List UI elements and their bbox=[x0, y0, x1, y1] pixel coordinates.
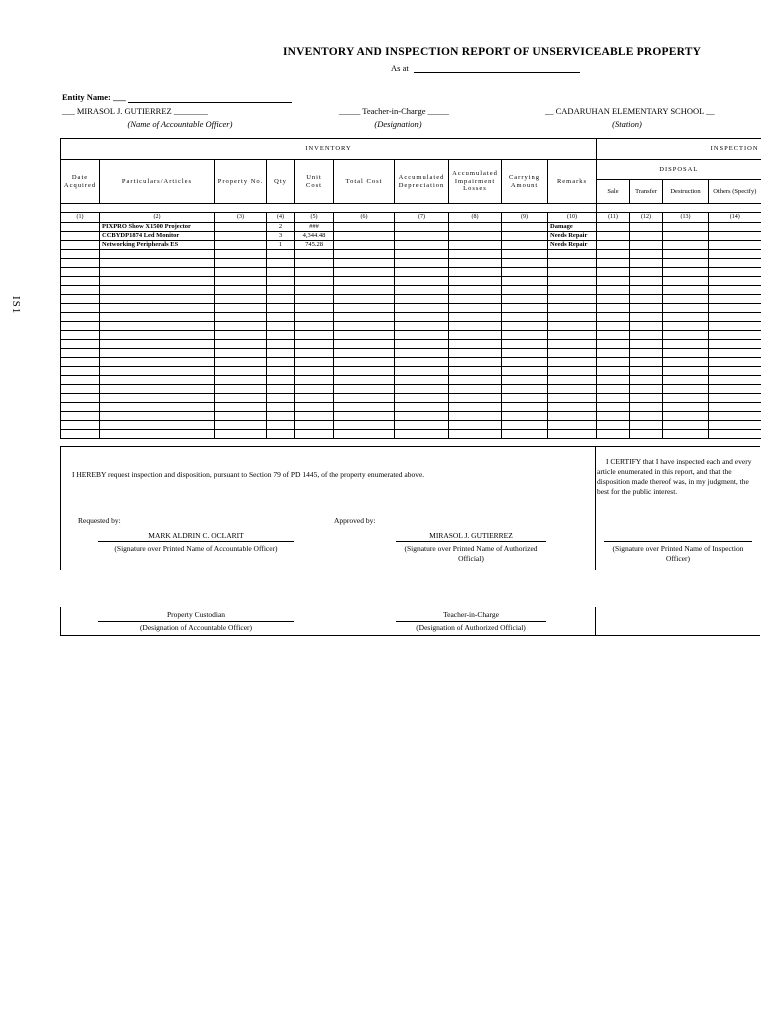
row-qty: 3 bbox=[267, 232, 295, 241]
row-particulars: Networking Peripherals ES bbox=[100, 241, 215, 250]
certify-statement: I CERTIFY that I have inspected each and every article enumerated in this report, and that the disposition made thereof was, in my judgment, the best for the public interest. bbox=[597, 457, 752, 496]
col-transfer: Transfer bbox=[630, 180, 663, 204]
empty-table-row bbox=[61, 295, 761, 304]
empty-table-row bbox=[61, 367, 761, 376]
row-qty: 1 bbox=[267, 241, 295, 250]
approved-by-name: MIRASOL J. GUTIERREZ bbox=[429, 531, 513, 540]
footer-top-line bbox=[60, 446, 760, 447]
col-remarks: Remarks bbox=[548, 160, 597, 204]
empty-table-row bbox=[61, 349, 761, 358]
row-remarks: Needs Repair bbox=[548, 232, 597, 241]
empty-table-row bbox=[61, 430, 761, 439]
as-at-line bbox=[414, 72, 580, 73]
footer-left-edge bbox=[60, 446, 61, 570]
empty-table-row bbox=[61, 358, 761, 367]
designation-box-divider bbox=[595, 607, 596, 636]
row-unit-cost: 745.28 bbox=[295, 241, 334, 250]
col-number: (4) bbox=[267, 213, 295, 223]
accountable-officer-value: ___ MIRASOL J. GUTIERREZ ________ bbox=[62, 106, 208, 116]
col-total-cost: Total Cost bbox=[334, 160, 395, 204]
table-row bbox=[61, 241, 761, 250]
requested-signature-line bbox=[98, 541, 294, 542]
col-number: (7) bbox=[395, 213, 449, 223]
approved-designation-line bbox=[396, 621, 546, 622]
form-side-code: IS1 bbox=[10, 296, 22, 315]
col-accumulated-impairment: Accumulated Impairment Losses bbox=[449, 160, 502, 204]
empty-table-row bbox=[61, 403, 761, 412]
col-carrying-amount: Carrying Amount bbox=[502, 160, 548, 204]
inventory-header: INVENTORY bbox=[61, 139, 597, 160]
col-number: (9) bbox=[502, 213, 548, 223]
approved-by-label: Approved by: bbox=[334, 516, 376, 525]
col-unit-cost: Unit Cost bbox=[295, 160, 334, 204]
col-particulars: Particulars/Articles bbox=[100, 160, 215, 204]
col-destruction: Destruction bbox=[663, 180, 709, 204]
footer-divider bbox=[595, 446, 596, 570]
empty-table-row bbox=[61, 376, 761, 385]
empty-rows bbox=[61, 250, 761, 439]
accountable-officer-caption: (Name of Accountable Officer) bbox=[127, 119, 233, 129]
col-number: (5) bbox=[295, 213, 334, 223]
col-number: (6) bbox=[334, 213, 395, 223]
requested-designation-caption: (Designation of Accountable Officer) bbox=[139, 623, 253, 632]
inspection-signature-line bbox=[604, 541, 752, 542]
requested-caption: (Signature over Printed Name of Accountable Officer) bbox=[114, 544, 278, 553]
requested-designation-line bbox=[98, 621, 294, 622]
col-property-no: Property No. bbox=[215, 160, 267, 204]
table-row bbox=[61, 223, 761, 232]
approved-signature-line bbox=[396, 541, 546, 542]
approved-caption: (Signature over Printed Name of Authorized Official) bbox=[404, 544, 538, 563]
empty-table-row bbox=[61, 277, 761, 286]
col-number: (14) bbox=[709, 213, 761, 223]
col-number: (1) bbox=[61, 213, 100, 223]
empty-table-row bbox=[61, 259, 761, 268]
requested-designation: Property Custodian bbox=[166, 610, 226, 619]
empty-table-row bbox=[61, 286, 761, 295]
empty-table-row bbox=[61, 340, 761, 349]
empty-table-row bbox=[61, 385, 761, 394]
empty-table-row bbox=[61, 304, 761, 313]
entity-name-label bbox=[62, 92, 126, 102]
col-qty: Qty bbox=[267, 160, 295, 204]
station-value: __ CADARUHAN ELEMENTARY SCHOOL __ bbox=[545, 106, 715, 116]
col-number: (3) bbox=[215, 213, 267, 223]
col-number: (11) bbox=[597, 213, 630, 223]
approved-designation-caption: (Designation of Authorized Official) bbox=[416, 623, 526, 632]
as-at-label: As at bbox=[391, 63, 409, 73]
table-row bbox=[61, 232, 761, 241]
approved-designation: Teacher-in-Charge bbox=[443, 610, 499, 619]
row-particulars: CCBYDP1874 Led Monitor bbox=[100, 232, 215, 241]
designation-caption: (Designation) bbox=[374, 119, 422, 129]
report-title: INVENTORY AND INSPECTION REPORT OF UNSERVICEABLE PROPERTY bbox=[283, 46, 702, 58]
col-date-acquired: Date Acquired bbox=[61, 160, 100, 204]
col-others: Others (Specify) bbox=[709, 180, 761, 204]
empty-table-row bbox=[61, 268, 761, 277]
inspection-header: INSPECTION bbox=[597, 139, 761, 160]
empty-table-row bbox=[61, 412, 761, 421]
entity-name-label-text: Entity Name: bbox=[62, 92, 111, 102]
col-number: (2) bbox=[100, 213, 215, 223]
col-number: (8) bbox=[449, 213, 502, 223]
request-statement: I HEREBY request inspection and disposition, pursuant to Section 79 of PD 1445, of the property enumerated above. bbox=[72, 470, 425, 479]
row-remarks: Needs Repair bbox=[548, 241, 597, 250]
row-particulars: PIXPRO Show X1500 Projector bbox=[100, 223, 215, 232]
designation-box-left bbox=[60, 607, 61, 636]
designation-box-bottom bbox=[60, 635, 760, 636]
col-number: (13) bbox=[663, 213, 709, 223]
header-spacer-row bbox=[61, 204, 761, 213]
inspection-caption: (Signature over Printed Name of Inspection Officer) bbox=[612, 544, 744, 563]
col-number: (10) bbox=[548, 213, 597, 223]
empty-table-row bbox=[61, 394, 761, 403]
row-unit-cost: ### bbox=[295, 223, 334, 232]
col-sale: Sale bbox=[597, 180, 630, 204]
empty-table-row bbox=[61, 421, 761, 430]
station-caption: (Station) bbox=[612, 119, 642, 129]
column-number-row bbox=[61, 213, 761, 223]
designation-value: _____ Teacher-in-Charge _____ bbox=[339, 106, 449, 116]
row-qty: 2 bbox=[267, 223, 295, 232]
row-remarks: Damage bbox=[548, 223, 597, 232]
requested-by-name: MARK ALDRIN C. OCLARIT bbox=[148, 531, 244, 540]
inventory-table bbox=[60, 138, 761, 439]
row-unit-cost: 4,344.48 bbox=[295, 232, 334, 241]
requested-by-label: Requested by: bbox=[78, 516, 121, 525]
empty-table-row bbox=[61, 331, 761, 340]
entity-name-value: ___ bbox=[113, 92, 126, 102]
col-accumulated-depreciation: Accumulated Depreciation bbox=[395, 160, 449, 204]
entity-name-line bbox=[128, 102, 292, 103]
empty-table-row bbox=[61, 250, 761, 259]
empty-table-row bbox=[61, 322, 761, 331]
disposal-header: DISPOSAL bbox=[597, 160, 761, 180]
col-number: (12) bbox=[630, 213, 663, 223]
empty-table-row bbox=[61, 313, 761, 322]
